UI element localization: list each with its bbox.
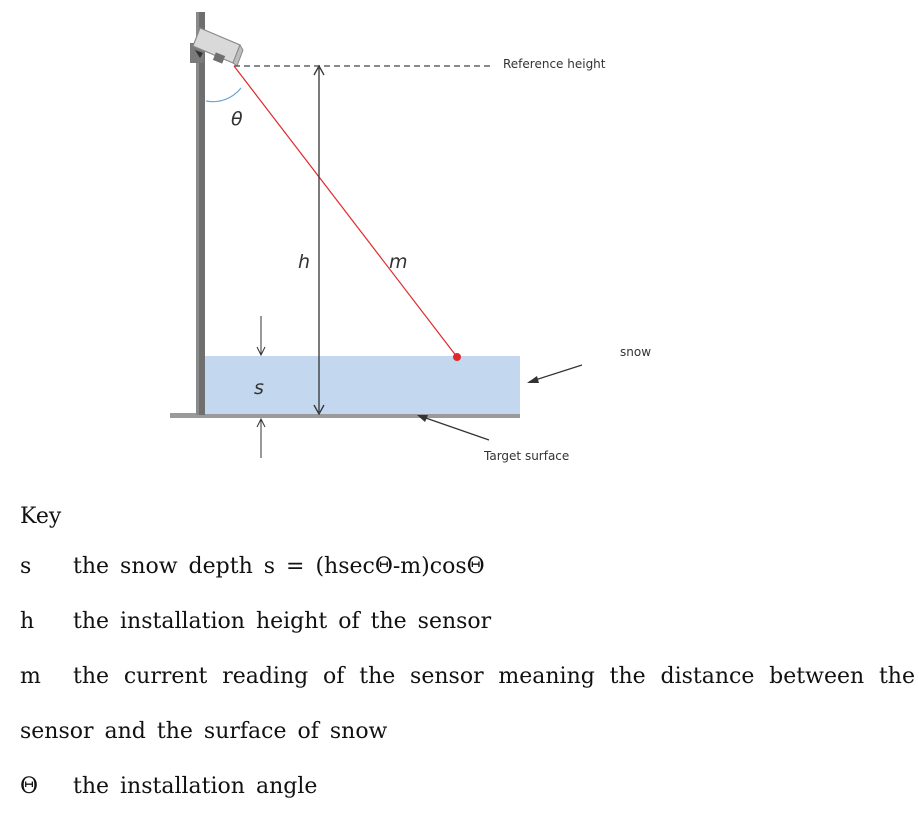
reference-height-label: Reference height bbox=[503, 57, 606, 71]
key-symbol: s bbox=[20, 554, 32, 579]
key-description: the snow depth s = (hsecΘ-m)cosΘ bbox=[73, 554, 485, 579]
key-item-s bbox=[20, 539, 915, 594]
laser-beam bbox=[234, 66, 457, 357]
key-item-theta bbox=[20, 759, 915, 814]
target-surface-pointer-arrow bbox=[417, 415, 489, 440]
key-item-h bbox=[20, 594, 915, 649]
key-description: the installation height of the sensor bbox=[73, 609, 492, 634]
key-title: Key bbox=[20, 504, 62, 529]
pole-shade bbox=[196, 12, 199, 415]
angle-arc bbox=[206, 88, 241, 102]
target-surface-label: Target surface bbox=[484, 449, 570, 463]
h-label: h bbox=[298, 251, 311, 273]
theta-label: θ bbox=[231, 108, 243, 130]
laser-point bbox=[453, 353, 461, 361]
m-label: m bbox=[389, 251, 408, 273]
key-description: the current reading of the sensor meaning the distance between the sensor and the surface of snow bbox=[20, 664, 915, 744]
s-label: s bbox=[254, 377, 264, 399]
key-item-m bbox=[20, 649, 915, 759]
key-symbol: m bbox=[20, 664, 41, 689]
sensor-icon bbox=[190, 28, 243, 66]
snow-label: snow bbox=[620, 345, 652, 359]
snow-layer bbox=[203, 356, 520, 414]
key-symbol: h bbox=[20, 609, 35, 634]
key-legend bbox=[20, 495, 915, 814]
key-description: the installation angle bbox=[73, 774, 318, 799]
snow-pointer-arrow bbox=[527, 365, 582, 383]
key-symbol: Θ bbox=[20, 774, 39, 799]
